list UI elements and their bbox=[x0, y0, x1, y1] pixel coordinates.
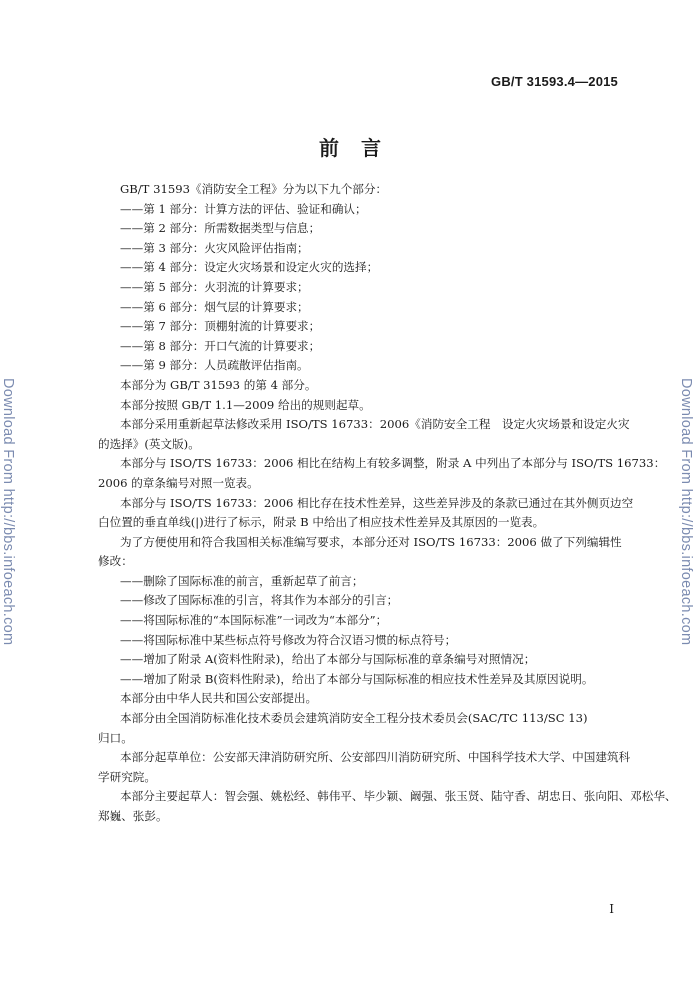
part-list-item: ——第 8 部分：开口气流的计算要求； bbox=[120, 338, 321, 353]
text-line: 本部分为 GB/T 31593 的第 4 部分。 bbox=[120, 377, 317, 392]
edit-list-item: ——将国际标准中某些标点符号修改为符合汉语习惯的标点符号； bbox=[120, 632, 457, 647]
part-list-item: ——第 1 部分：计算方法的评估、验证和确认； bbox=[120, 201, 367, 216]
text-line: 2006 的章条编号对照一览表。 bbox=[98, 475, 259, 490]
part-list-item: ——第 5 部分：火羽流的计算要求； bbox=[120, 279, 309, 294]
edit-list-item: ——增加了附录 B(资料性附录)，给出了本部分与国际标准的相应技术性差异及其原因说明。 bbox=[120, 671, 594, 686]
edit-list-item: ——修改了国际标准的引言，将其作为本部分的引言； bbox=[120, 593, 399, 608]
text-line: 本部分按照 GB/T 1.1—2009 给出的规则起草。 bbox=[120, 397, 371, 412]
text-line: 为了方便使用和符合我国相关标准编写要求，本部分还对 ISO/TS 16733：2006 做了下列编辑性 bbox=[120, 534, 622, 549]
foreword-body bbox=[98, 180, 677, 827]
text-line: 本部分由全国消防标准化技术委员会建筑消防安全工程分技术委员会(SAC/TC 113/SC 13) bbox=[120, 711, 588, 726]
page-number: I bbox=[609, 902, 614, 916]
text-line: 修改： bbox=[98, 554, 133, 569]
text-line: 郑巍、张彭。 bbox=[98, 809, 168, 823]
text-line: 学研究院。 bbox=[98, 769, 156, 784]
edit-list-item: ——删除了国际标准的前言，重新起草了前言； bbox=[120, 573, 364, 588]
part-list-item: ——第 3 部分：火灾风险评估指南； bbox=[120, 240, 309, 255]
text-line: 归口。 bbox=[98, 730, 133, 745]
text-line: 本部分与 ISO/TS 16733：2006 相比在结构上有较多调整，附录 A 中列出了本部分与 ISO/TS 16733： bbox=[120, 456, 666, 471]
text-line: 白位置的垂直单线(|)进行了标示，附录 B 中给出了相应技术性差异及其原因的一览表。 bbox=[98, 515, 545, 530]
text-line: 本部分起草单位：公安部天津消防研究所、公安部四川消防研究所、中国科学技术大学、中国建筑科 bbox=[120, 750, 631, 765]
part-list-item: ——第 4 部分：设定火灾场景和设定火灾的选择； bbox=[120, 260, 379, 275]
edit-list-item: ——将国际标准的“本国际标准”一词改为“本部分”； bbox=[120, 613, 388, 628]
text-line: 本部分由中华人民共和国公安部提出。 bbox=[120, 691, 318, 706]
text-line: 本部分采用重新起草法修改采用 ISO/TS 16733：2006《消防安全工程 设定火灾场景和设定火灾 bbox=[120, 417, 630, 432]
text-line: GB/T 31593《消防安全工程》分为以下九个部分： bbox=[120, 182, 388, 196]
page-title: 前言 bbox=[319, 136, 403, 160]
watermark-left: Download From http://bbs.infoeach.com bbox=[0, 378, 16, 646]
text-line: 本部分主要起草人：智会强、姚松经、韩伟平、毕少颖、阚强、张玉贤、陆守香、胡忠日、张向阳、邓松华、 bbox=[120, 789, 677, 804]
watermark-right: Download From http://bbs.infoeach.com bbox=[678, 378, 694, 646]
text-line: 的选择》(英文版)。 bbox=[98, 436, 200, 451]
part-list-item: ——第 7 部分：顶棚射流的计算要求； bbox=[120, 319, 321, 334]
standard-code: GB/T 31593.4—2015 bbox=[491, 74, 618, 89]
part-list-item: ——第 6 部分：烟气层的计算要求； bbox=[120, 299, 309, 314]
edit-list-item: ——增加了附录 A(资料性附录)，给出了本部分与国际标准的章条编号对照情况； bbox=[120, 652, 536, 667]
part-list-item: ——第 9 部分：人员疏散评估指南。 bbox=[120, 358, 309, 373]
part-list-item: ——第 2 部分：所需数据类型与信息； bbox=[120, 221, 321, 236]
text-line: 本部分与 ISO/TS 16733：2006 相比存在技术性差异，这些差异涉及的条款已通过在其外侧页边空 bbox=[120, 495, 634, 510]
